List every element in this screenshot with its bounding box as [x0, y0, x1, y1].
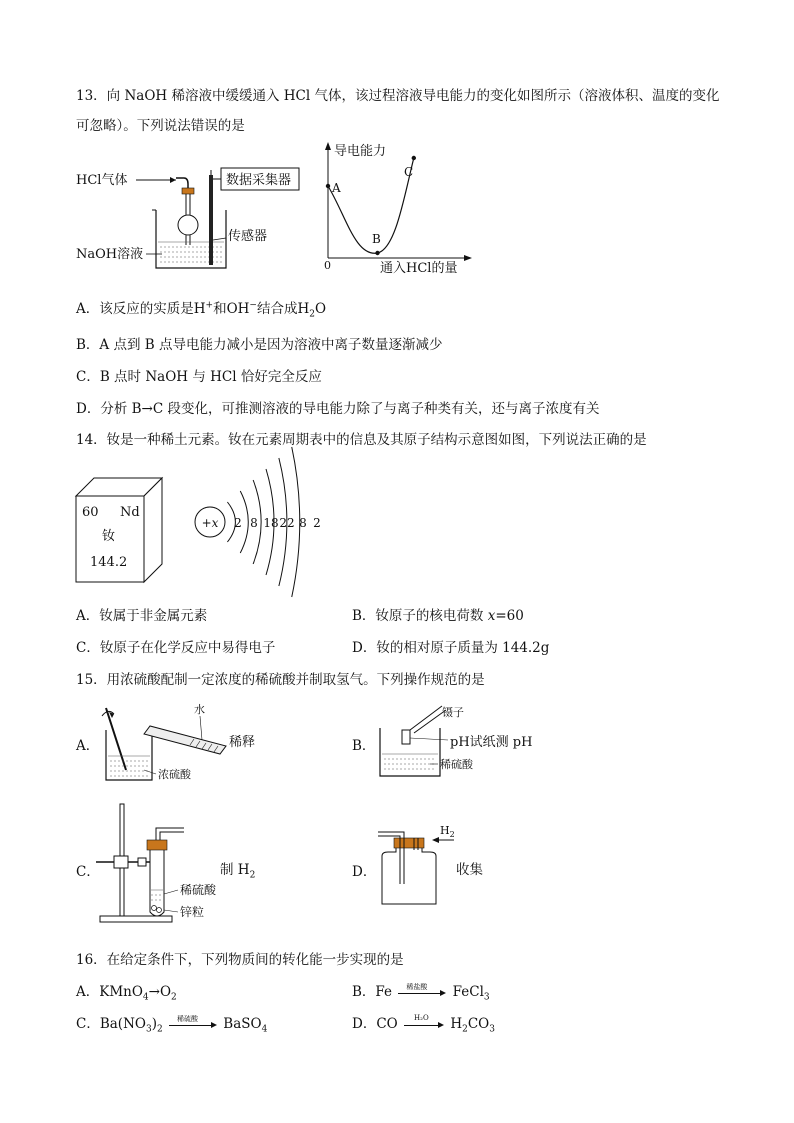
q13-point-a-label: A [332, 181, 341, 195]
q15-option-d-letter[interactable]: D． [352, 864, 377, 880]
q15-stem: 15．用浓硫酸配制一定浓度的稀硫酸并制取氢气。下列操作规范的是 [76, 672, 485, 688]
q14-option-c[interactable]: C．钕原子在化学反应中易得电子 [76, 640, 276, 656]
q15-option-a-figure [94, 700, 264, 790]
q13-sensor-label: 传感器 [228, 229, 268, 244]
q13-graph-origin: 0 [324, 259, 331, 272]
q13-conductivity-graph [318, 140, 478, 280]
q14-atomic-number: 60 [82, 505, 99, 520]
q14-option-d[interactable]: D．钕的相对原子质量为 144.2g [352, 640, 550, 656]
q14-element-name: 钕 [102, 529, 116, 544]
q13-option-b[interactable]: B．A 点到 B 点导电能力减小是因为溶液中离子数量逐渐减少 [76, 337, 443, 353]
q14-shell-6: 2 [313, 516, 321, 530]
q16-option-b[interactable]: B．Fe 稀盐酸 FeCl$_3$ [352, 982, 490, 1003]
q14-atomic-mass: 144.2 [90, 555, 128, 570]
q15-a-dilute: 稀释 [229, 735, 256, 750]
q16-c-arrow: 稀硫酸 [167, 1018, 219, 1032]
q15-c-acid: 稀硫酸 [180, 883, 217, 897]
q16-option-c[interactable]: C．$Ba(NO_3)_2$ 稀硫酸 BaSO$_4$ [76, 1014, 268, 1035]
q14-nucleus: +x [201, 516, 219, 530]
q15-option-b-figure [374, 700, 544, 790]
q13-point-c [412, 156, 416, 160]
q14-shell-2: 8 [250, 516, 258, 530]
q15-option-c-letter[interactable]: C． [76, 864, 100, 880]
q13-option-a[interactable]: A．该反应的实质是H+和OH−结合成$H_2O$ [76, 300, 327, 320]
q15-d-collect: 收集 [456, 862, 483, 878]
q13-curve [328, 158, 414, 253]
q14-option-a[interactable]: A．钕属于非金属元素 [76, 608, 208, 624]
q14-option-b[interactable]: B．钕原子的核电荷数 x=60 [352, 608, 524, 624]
q14-shell-1: 2 [234, 516, 242, 530]
q16-option-a[interactable]: A．$KMnO_4\to O_2$ [76, 984, 177, 1003]
q14-atom-structure [190, 450, 330, 590]
q15-c-make: 制 $H_2$ [220, 862, 256, 881]
q15-option-b-letter[interactable]: B． [352, 738, 376, 754]
q13-graph-xlabel: 通入HCl的量 [380, 261, 458, 276]
q14-shell-3: 18 [263, 516, 279, 530]
q13-point-c-label: C [404, 165, 414, 179]
q13-option-c[interactable]: C．B 点时 NaOH 与 HCl 恰好完全反应 [76, 369, 322, 385]
q15-c-zinc: 锌粒 [180, 905, 205, 919]
q14-stem: 14．钕是一种稀土元素。钕在元素周期表中的信息及其原子结构示意图如图，下列说法正确的是 [76, 432, 647, 448]
q14-element-cell [76, 478, 166, 588]
q16-option-d[interactable]: D．CO H₂O $H_2CO_3$ [352, 1013, 495, 1035]
q16-b-arrow: 稀盐酸 [396, 986, 448, 1000]
q13-option-d[interactable]: D．分析 B→C 段变化，可推测溶液的导电能力除了与离子种类有关，还与离子浓度有关 [76, 401, 600, 417]
q13-stem-line2: 可忽略）。下列说法错误的是 [76, 118, 245, 134]
q16-d-arrow: H₂O [402, 1018, 446, 1032]
q13-graph-ylabel: 导电能力 [334, 144, 387, 159]
q15-a-conc: 浓硫酸 [158, 768, 191, 781]
q13-apparatus-figure [76, 150, 306, 270]
q14-shell-5: 8 [299, 516, 307, 530]
q15-d-h2-label: $H_2$ [440, 824, 455, 839]
q13-point-b [375, 251, 379, 255]
q15-b-ph: pH试纸测 pH [450, 735, 533, 750]
q13-point-a [326, 184, 330, 188]
q13-collector-label: 数据采集器 [226, 173, 292, 188]
q13-stem-line1: 13．向 NaOH 稀溶液中缓缓通入 HCl 气体，该过程溶液导电能力的变化如图所示（溶液体积、温度的变化 [76, 88, 720, 104]
q13-point-b-label: B [372, 232, 381, 246]
q14-shell-4: 22 [279, 516, 295, 530]
q13-gas-label: HCl气体 [76, 173, 128, 188]
q15-option-a-letter[interactable]: A． [76, 738, 100, 754]
q15-b-acid: 稀硫酸 [440, 758, 473, 771]
q15-b-tweezers: 镊子 [442, 706, 464, 719]
q15-a-water: 水 [194, 703, 205, 716]
q13-solution-label: NaOH溶液 [76, 247, 144, 262]
q14-symbol: Nd [120, 505, 140, 520]
q16-stem: 16．在给定条件下，下列物质间的转化能一步实现的是 [76, 952, 404, 968]
